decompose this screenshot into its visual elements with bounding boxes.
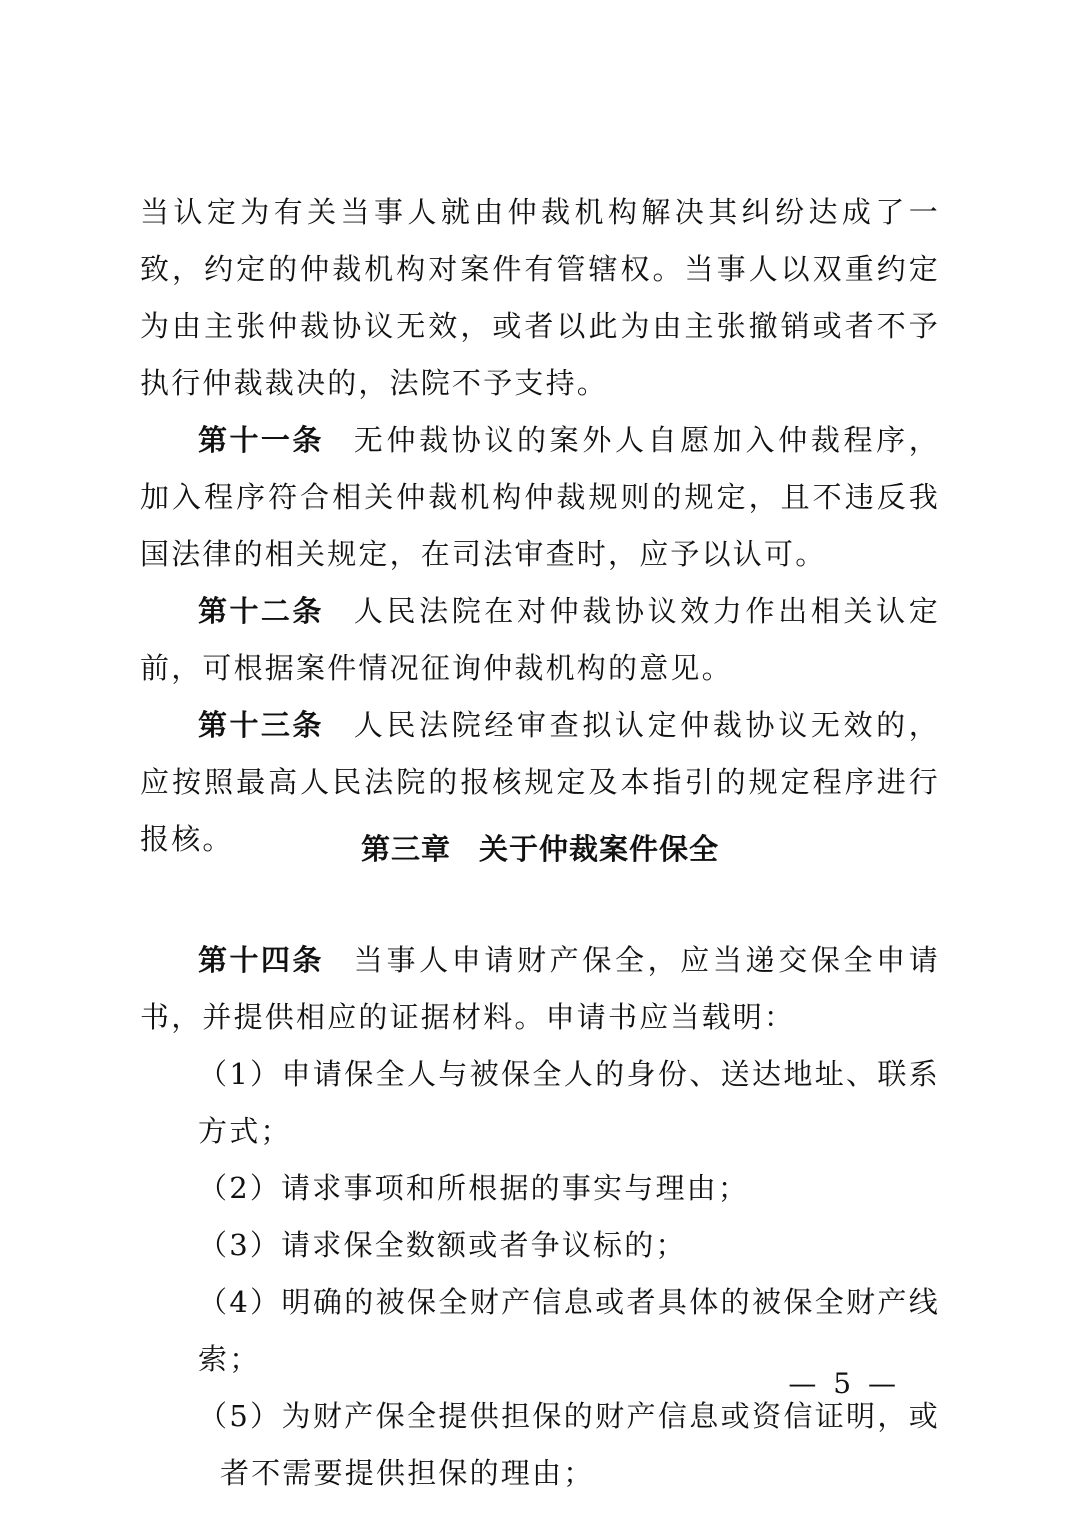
list-item-2: （2）请求事项和所根据的事实与理由； <box>198 1171 750 1205</box>
list-item-1: （1）申请保全人与被保全人的身份、送达地址、联系方式； <box>198 1057 940 1148</box>
article-11 <box>140 412 940 583</box>
list-item-5: （5）为财产保全提供担保的财产信息或资信证明，或者不需要提供担保的理由； <box>198 1399 940 1490</box>
article-12-text: 人民法院在对仲裁协议效力作出相关认定前，可根据案件情况征询仲裁机构的意见。 <box>140 594 940 685</box>
list-item-3: （3）请求保全数额或者争议标的； <box>198 1228 687 1262</box>
continuation-paragraph: 当认定为有关当事人就由仲裁机构解决其纠纷达成了一致，约定的仲裁机构对案件有管辖权。当事人以双重约定为由主张仲裁协议无效，或者以此为由主张撤销或者不予执行仲裁裁决的，法院不予支持。 <box>140 195 940 400</box>
article-12 <box>140 583 940 697</box>
chapter-number: 第三章 <box>360 832 451 866</box>
article-14 <box>140 932 940 1046</box>
article-14-number: 第十四条 <box>198 943 324 977</box>
article-11-number: 第十一条 <box>198 423 324 457</box>
chapter-heading <box>140 821 940 878</box>
article-13-number: 第十三条 <box>198 708 324 742</box>
chapter-title: 关于仲裁案件保全 <box>479 832 720 866</box>
body-text-upper <box>140 184 940 868</box>
page-number: — 5 — <box>788 1367 900 1400</box>
article-14-text: 当事人申请财产保全，应当递交保全申请书，并提供相应的证据材料。申请书应当载明： <box>140 943 940 1034</box>
list-item-4: （4）明确的被保全财产信息或者具体的被保全财产线索； <box>198 1285 940 1376</box>
article-13-text: 人民法院经审查拟认定仲裁协议无效的，应按照最高人民法院的报核规定及本指引的规定程序进行报核。 <box>140 708 940 856</box>
body-text-lower <box>140 932 940 1502</box>
article-11-text: 无仲裁协议的案外人自愿加入仲裁程序，加入程序符合相关仲裁机构仲裁规则的规定，且不违反我国法律的相关规定，在司法审查时，应予以认可。 <box>140 423 940 571</box>
article-12-number: 第十二条 <box>198 594 324 628</box>
